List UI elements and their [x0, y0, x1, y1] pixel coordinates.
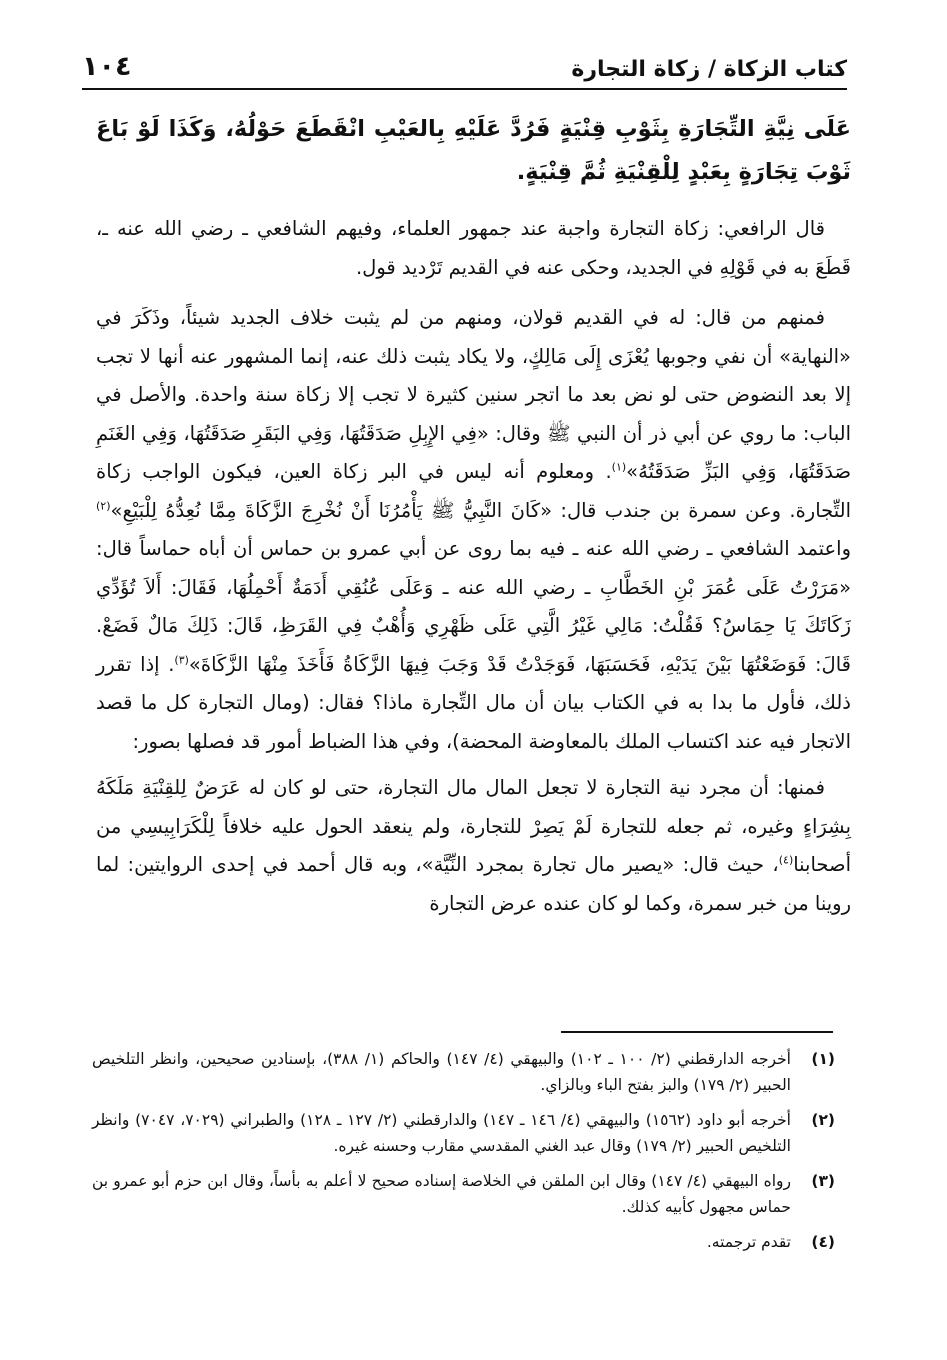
- paragraph-text: فمنهم من قال: له في القديم قولان، ومنهم من لم يثبت خلاف الجديد شيئاً، وذَكَرَ في «النهاية» أن نفي وجوبها يُعْزَى إِلَى مَالِكٍ، ولا يكاد يثبت ذلك عنه، إنما المشهور عنه أنها لا تجب إلا بعد النضوض حتى لو نض بعد ما اتجر سنين كثيرة لا تجب إلا زكاة سنة واحدة. والأصل في الباب: ما روي عن أبي ذر أن النبي ﷺ وقال: «فِي الإِبِلِ صَدَقَتُهَا، وَفِي البَقَرِ صَدَقَتُهَا، وَفِي الغَنَمِ صَدَقَتُهَا، وَفِي البَزِّ صَدَقَتُهُ»: [96, 306, 851, 483]
- footnote: [92, 1046, 835, 1098]
- paragraph-text: فمنها: أن مجرد نية التجارة لا تجعل المال مال التجارة، حتى لو كان له عَرَضٌ لِلقِنْيَةِ مَلَكَهُ بِشِرَاءٍ وغيره، ثم جعله للتجارة لَمْ يَصِرْ للتجارة، ولم ينعقد الحول عليه خلافاً لِلْكَرَابِيسِي من أصحابنا: [96, 776, 851, 876]
- footnote-divider: [561, 1031, 833, 1033]
- page-header: [82, 44, 847, 90]
- paragraph-rafii: قال الرافعي: زكاة التجارة واجبة عند جمهور العلماء، وفيهم الشافعي ـ رضي الله عنه ـ، قَطَعَ به في قَوْلِهِ في الجديد، وحكى عنه في القديم تَرْديد قول.: [96, 217, 851, 279]
- footnote: [92, 1229, 835, 1255]
- matn-text: عَلَى نِيَّةِ التِّجَارَةِ بِثَوْبِ قِنْيَةٍ فَرُدَّ عَلَيْهِ بِالعَيْبِ انْقَطَعَ حَوْلُهُ، وَكَذَا لَوْ بَاعَ ثَوْبَ تِجَارَةٍ بِعَبْدٍ لِلْقِنْيَةِ ثُمَّ قِنْيَةٍ.: [96, 116, 851, 185]
- paragraph-text: ، حيث قال: «يصير مال تجارة بمجرد النِّيَّة»، وبه قال أحمد في إحدى الروايتين: لما روينا من خبر سمرة، وكما لو كان عنده عرض التجارة: [96, 853, 851, 915]
- footnote: [92, 1107, 835, 1159]
- footnote-marker-2[interactable]: (٢): [96, 499, 111, 512]
- paragraph-text: . إذا تقرر ذلك، فأول ما بدا به في الكتاب بيان أن مال التِّجارة ماذا؟ فقال: (ومال التجارة كل ما قصد الاتجار فيه عند اكتساب الملك بالمعاوضة المحضة)، وفي هذا الضباط أمور قد فصلها بصور:: [96, 652, 851, 753]
- page-body: [96, 108, 851, 935]
- footnote-marker-3[interactable]: (٣): [174, 653, 189, 666]
- footnote-text: أخرجه أبو داود (١٥٦٢) والبيهقي (٤/ ١٤٦ ـ ١٤٧) والدارقطني (٢/ ١٢٧ ـ ١٢٨) والطبراني (٧٠٢٩، ٧٠٤٧) وانظر التلخيص الحبير (٢/ ١٧٩) وقال عبد الغني المقدسي مقارب وحسنه غيره.: [92, 1111, 791, 1155]
- footnote-marker-4[interactable]: (٤): [778, 853, 794, 867]
- footnote-number: (٣): [811, 1172, 835, 1190]
- footnote-text: تقدم ترجمته.: [706, 1233, 791, 1251]
- page-number: ١٠٤: [82, 51, 132, 82]
- paragraph-text: واعتمد الشافعي ـ رضي الله عنه ـ فيه بما روى عن أبي عمرو بن حماس أن أباه حماساً قال: «مَرَرْتُ عَلَى عُمَرَ بْنِ الخَطَّابِ ـ رضي الله عنه ـ وَعَلَى عُنُقِي أَدَمَةٌ أَحْمِلُهَا، فَقَالَ: أَلاَ تُؤَدِّي زَكَاتَكَ يَا حِمَاسُ؟ فَقُلْتُ: مَالِي غَيْرُ الَّتِي عَلَى ظَهْرِي وَأُهْبٌ فِي القَرَظِ، قَالَ: ذَلِكَ مَالٌ فَضَعْ. قَالَ: فَوَضَعْتُهَا بَيْنَ يَدَيْهِ، فَحَسَبَهَا، فَوَجَدْتُ قَدْ وَجَبَ فِيهَا الزَّكَاةُ فَأَخَذَ مِنْهَا الزَّكَاةَ»: [96, 537, 851, 676]
- footnote-number: (٤): [811, 1233, 835, 1251]
- paragraph-text: . ومعلوم أنه ليس في البر زكاة العين، فيكون الواجب زكاة التِّجارة. وعن سمرة بن جندب قال: «كَانَ النَّبِيُّ ﷺ يَأْمُرُنَا أَنْ نُخْرِجَ الزَّكَاةَ مِمَّا نُعِدُّهُ لِلْبَيْعِ»: [96, 460, 851, 522]
- paragraph-evidence: [96, 299, 851, 761]
- footnote-text: أخرجه الدارقطني (٢/ ١٠٠ ـ ١٠٢) والبيهقي (٤/ ١٤٧) والحاكم (١/ ٣٨٨)، بإسنادين صحيحين، وانظر التلخيص الحبير (٢/ ١٧٩) والبز بفتح الباء وبالزاي.: [92, 1050, 791, 1094]
- footnote-text: رواه البيهقي (٤/ ١٤٧) وقال ابن الملقن في الخلاصة إسناده صحيح لا أعلم به بأساً، وقال ابن حزم أبو عمرو بن حماس مجهول كأبيه كذلك.: [92, 1172, 791, 1216]
- footnote-number: (٢): [811, 1111, 835, 1129]
- footnotes: [92, 1046, 835, 1264]
- footnote: [92, 1168, 835, 1220]
- running-title: كتاب الزكاة / زكاة التجارة: [571, 57, 847, 82]
- footnote-number: (١): [811, 1050, 835, 1068]
- footnote-marker-1[interactable]: (١): [611, 460, 627, 474]
- paragraph-intention: [96, 769, 851, 923]
